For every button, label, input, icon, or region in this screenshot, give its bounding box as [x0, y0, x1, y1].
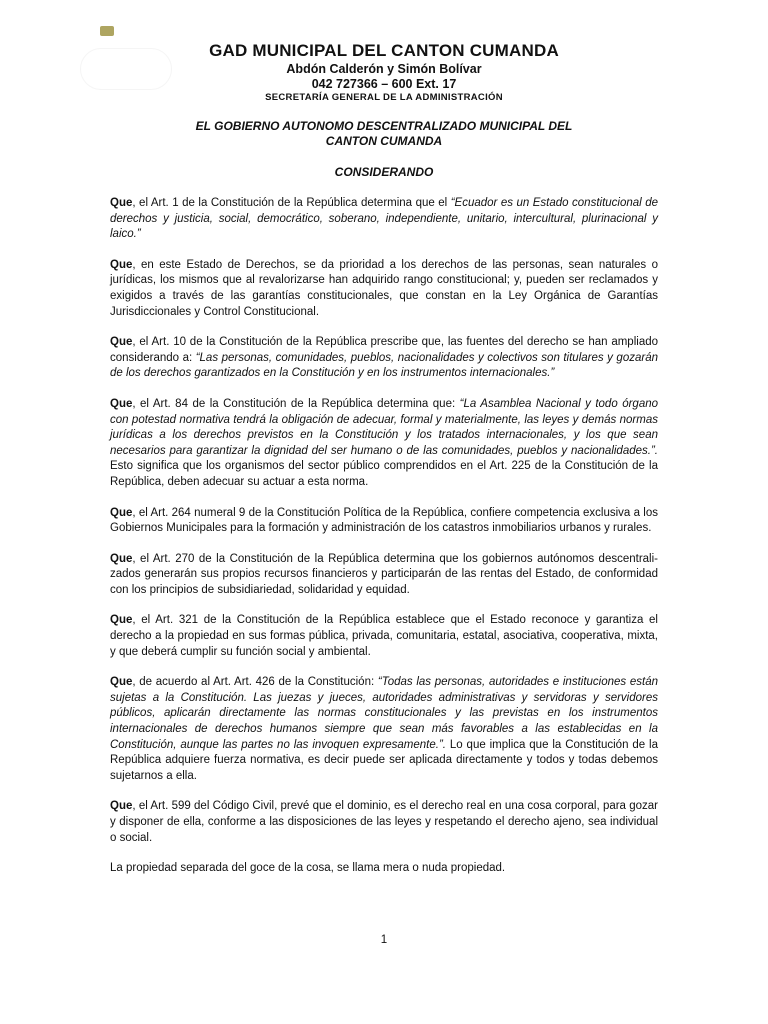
paragraph: [110, 258, 658, 320]
paragraph: [110, 196, 658, 243]
document-title-line2: CANTON CUMANDA: [325, 134, 443, 148]
letterhead-address: Abdón Calderón y Simón Bolívar: [286, 62, 482, 76]
document-title-line1: EL GOBIERNO AUTONOMO DESCENTRALIZADO MUNICIPAL DEL: [195, 119, 573, 133]
paragraph: [110, 335, 658, 382]
paragraph-lead: Que: [110, 552, 133, 565]
paragraph-text1: , en este Estado de Derechos, se da prioridad a los derechos de las personas, sean naturales o jurídicas, los mismos que al revalorizarse han adquirido rango constitucional; y, pueden ser reclamados y exigidos a través de las garantías constitucionales, que constan en la Ley Orgánica de Garantías Jurisdiccionales y Control Constitucional.: [110, 258, 658, 318]
paragraph-text1: , el Art. 264 numeral 9 de la Constitución Política de la República, confiere competencia exclusiva a los Gobiernos Municipales para la formación y administración de los catastros inmobiliarios urbanos y rurales.: [110, 506, 658, 535]
logo-mark-icon: [100, 26, 114, 36]
paragraph-lead: Que: [110, 614, 133, 627]
paragraph-lead: Que: [110, 506, 133, 519]
section-heading: CONSIDERANDO: [334, 165, 434, 179]
paragraph: [110, 861, 658, 877]
letterhead-title: GAD MUNICIPAL DEL CANTON CUMANDA: [209, 41, 559, 60]
paragraph-text1: La propiedad separada del goce de la cosa, se llama mera o nuda propiedad.: [110, 862, 506, 875]
paragraph-text1: , el Art. 599 del Código Civil, prevé que el dominio, es el derecho real en una cosa corporal, para gozar y disponer de ella, conforme a las disposiciones de las leyes y respetando el derecho ajeno, sea individual o social.: [110, 800, 658, 844]
page-number: 1: [380, 934, 388, 946]
paragraph-text1: , el Art. 270 de la Constitución de la República determina que los gobiernos autónomos descentrali-zados generarán sus propios recursos financieros y participarán de las rentas del Estado, de conformidad con los principios de subsidiariedad, solidaridad y equidad.: [110, 552, 658, 596]
paragraph-text1: , de acuerdo al Art. Art. 426 de la Constitución:: [132, 676, 378, 689]
paragraph: [110, 506, 658, 537]
paragraph: [110, 397, 658, 491]
paragraph: [110, 552, 658, 599]
paragraph-text1: , el Art. 1 de la Constitución de la República determina que el: [132, 197, 451, 209]
paragraph-quote: “Las personas, comunidades, pueblos, nacionalidades y colectivos son titulares y gozarán de los derechos garantizados en la Constitución y en los instrumentos internacionales.”: [110, 351, 658, 380]
paragraph: [110, 613, 658, 660]
paragraph-text2: Lo que implica que la Constitución de la República adquiere fuerza normativa, es decir puede ser aplicada directamente y todos y todas debemos sujetarnos a ella.: [110, 738, 658, 782]
paragraph: [110, 675, 658, 784]
letterhead-department: SECRETARÍA GENERAL DE LA ADMINISTRACIÓN: [265, 92, 503, 103]
document-title: [0, 119, 768, 149]
paragraph-text2: Esto significa que los organismos del sector público comprendidos en el Art. 225 de la Constitución de la República, deben adecuar su actuar a esta norma.: [110, 460, 658, 488]
document-body: [110, 196, 658, 892]
paragraph-lead: Que: [110, 397, 133, 410]
paragraph-quote: “La Asamblea Nacional y todo órgano con potestad normativa tendrá la obligación de adecuar, formal y materialmente, las leyes y demás normas jurídicas a los derechos previstos en la Constitución y los tratados internacionales, y los que sean necesarios para garantizar la dignidad del ser humano o de las comunidades, pueblos y nacionalidades.”.: [110, 397, 659, 457]
paragraph: [110, 799, 658, 846]
paragraph-text1: , el Art. 10 de la Constitución de la República prescribe que, las fuentes del derecho se han ampliado considerando a:: [110, 336, 658, 364]
paragraph-quote: “Ecuador es un Estado constitucional de derechos y justicia, social, democrático, soberano, independiente, unitario, intercultural, plurinacional y laico.”: [110, 197, 658, 241]
paragraph-quote: “Todas las personas, autoridades e instituciones están sujetas a la Constitución. Las juezas y jueces, autoridades administrativas y servidoras y servidores públicos, aplicarán directamente las normas constitucionales y las previstas en los instrumentos internacionales de derechos humanos siempre que sean más favorables a las establecidas en la Constitución, aunque las partes no las invoquen expresamente.”.: [110, 676, 658, 751]
paragraph-lead: Que: [110, 197, 133, 209]
paragraph-lead: Que: [110, 336, 133, 349]
paragraph-lead: Que: [110, 676, 133, 689]
paragraph-lead: Que: [110, 258, 133, 271]
paragraph-lead: Que: [110, 800, 133, 813]
paragraph-text1: , el Art. 84 de la Constitución de la República determina que:: [132, 397, 460, 410]
paragraph-text1: , el Art. 321 de la Constitución de la República establece que el Estado reconoce y garantiza el derecho a la propiedad en sus formas pública, privada, comunitaria, estatal, asociativa, cooperativa, mixta, y que deberá cumplir su función social y ambiental.: [110, 614, 658, 658]
letterhead: [0, 40, 768, 105]
letterhead-phone: 042 727366 – 600 Ext. 17: [311, 77, 457, 91]
